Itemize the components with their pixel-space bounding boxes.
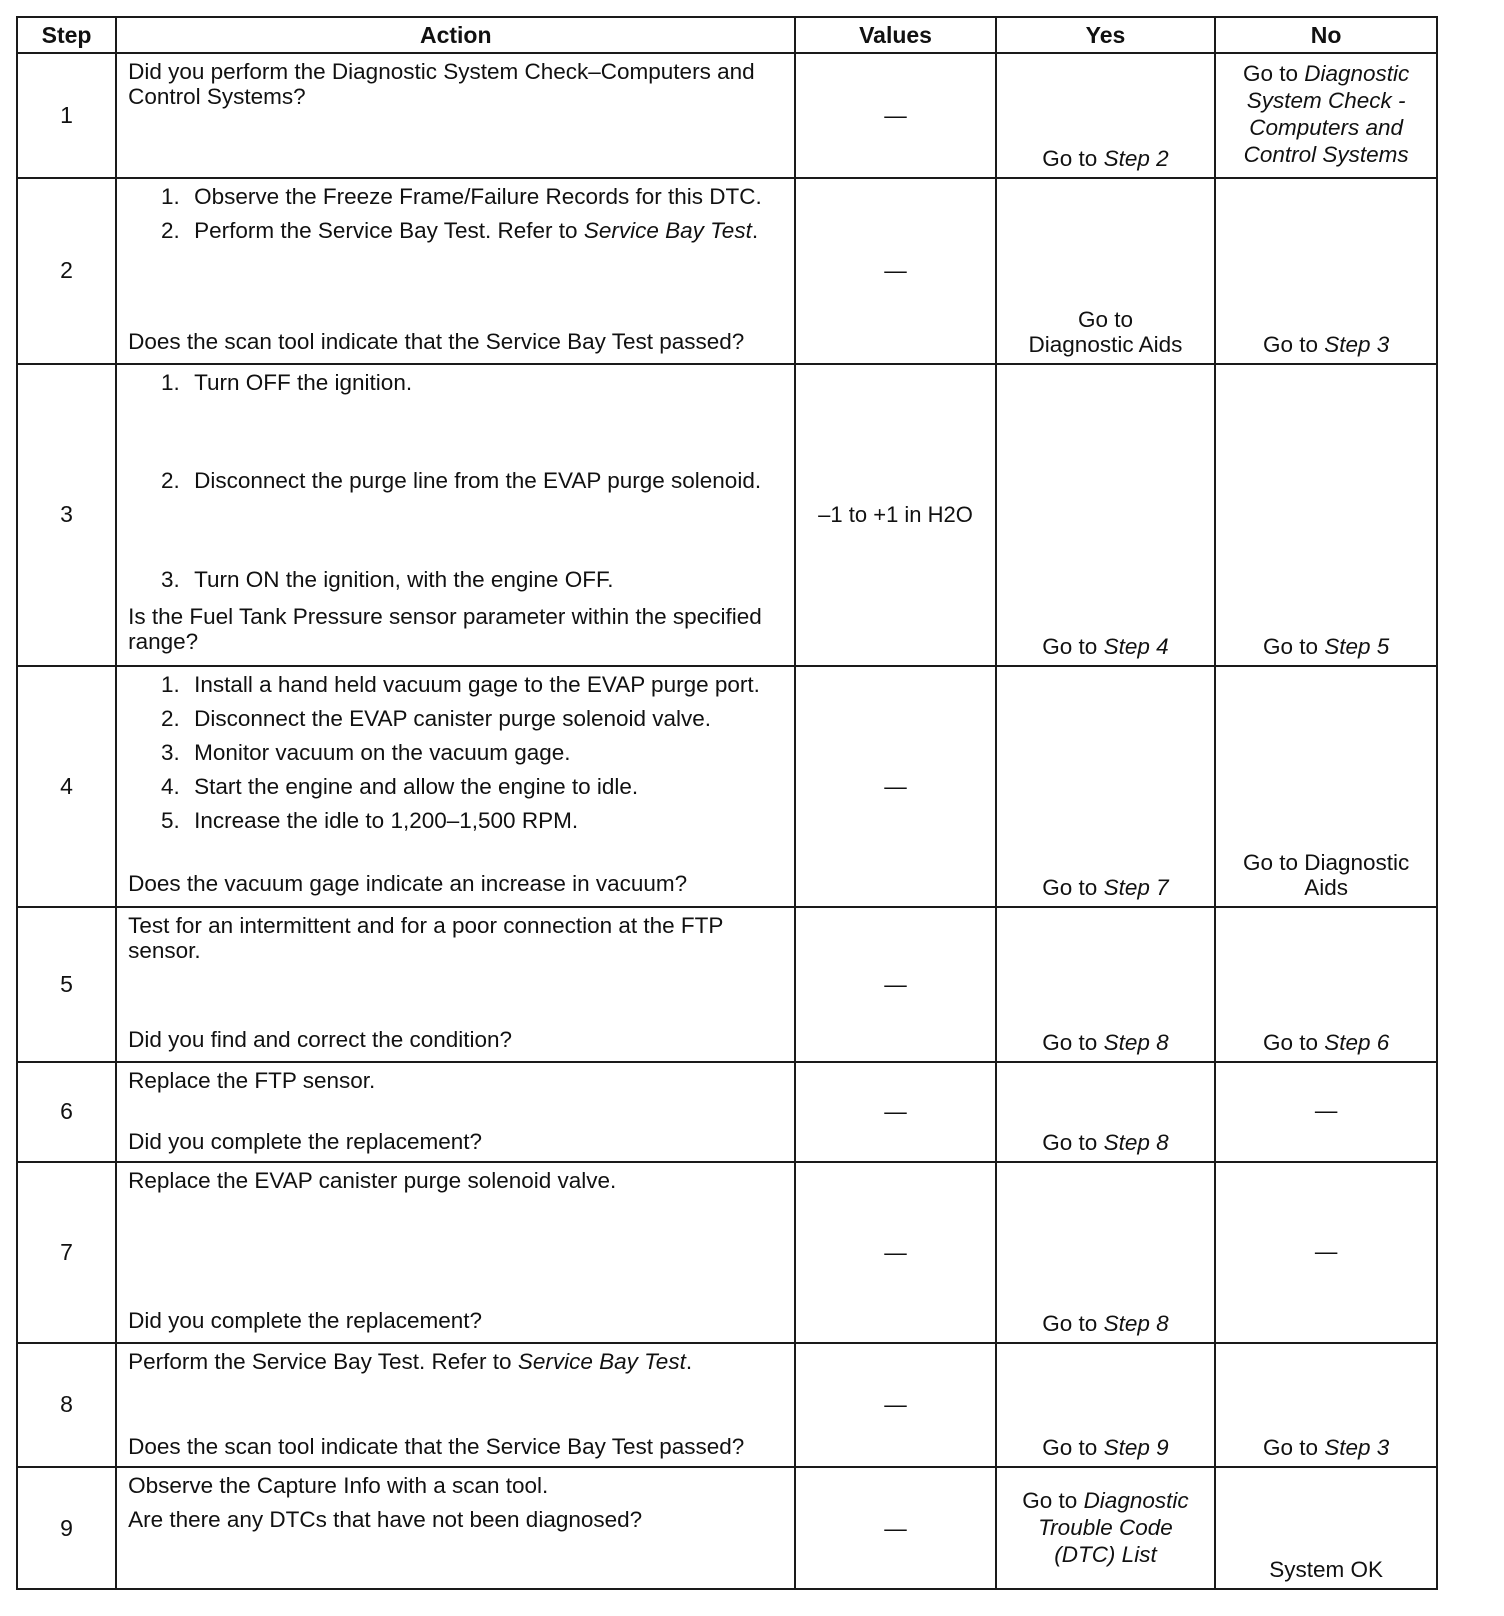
header-values: Values (795, 17, 995, 53)
yes-cell (996, 364, 1216, 666)
list-item: 1. Install a hand held vacuum gage to the EVAP purge port. (186, 672, 788, 697)
header-no: No (1215, 17, 1437, 53)
action-cell (116, 364, 795, 666)
yes-link[interactable]: Step 8 (1103, 1129, 1169, 1155)
action-instruction: Observe the Capture Info with a scan tool. (128, 1473, 549, 1499)
action-cell (116, 666, 795, 907)
yes-prefix: Go to (1022, 1487, 1084, 1513)
yes-prefix: Go to (1042, 1029, 1104, 1055)
diagnostic-table (16, 16, 1438, 1590)
instruction-suffix: . (685, 1348, 693, 1374)
list-item: 4. Start the engine and allow the engine to idle. (186, 774, 788, 799)
no-prefix: Go to (1262, 634, 1325, 660)
yes-link[interactable]: Step 2 (1103, 145, 1169, 171)
action-cell (116, 1162, 795, 1343)
list-item: 1. Observe the Freeze Frame/Failure Records for this DTC. (186, 184, 788, 209)
values-cell: –1 to +1 in H2O (795, 364, 995, 666)
step-number: 1 (17, 53, 116, 178)
header-action: Action (116, 17, 795, 53)
yes-prefix: Go to (1042, 145, 1104, 171)
no-cell: — (1215, 1062, 1437, 1162)
action-cell (116, 1343, 795, 1468)
header-yes: Yes (996, 17, 1216, 53)
list-item: 2. Disconnect the EVAP canister purge solenoid valve. (186, 706, 788, 731)
item-suffix: . (751, 217, 759, 243)
yes-cell (996, 53, 1216, 178)
no-cell (1215, 53, 1437, 178)
values-cell: — (795, 666, 995, 907)
table-row (17, 53, 1437, 178)
instruction-link[interactable]: Service Bay Test (517, 1348, 686, 1374)
step-number: 5 (17, 907, 116, 1061)
yes-cell (996, 666, 1216, 907)
item-prefix: Perform the Service Bay Test. Refer to (194, 217, 584, 243)
header-step: Step (17, 17, 116, 53)
header-row (17, 17, 1437, 53)
action-cell (116, 53, 795, 178)
action-cell (116, 178, 795, 364)
values-cell: — (795, 907, 995, 1061)
table-row (17, 1162, 1437, 1343)
values-cell: — (795, 1343, 995, 1468)
list-item (186, 218, 788, 243)
no-cell (1215, 1343, 1437, 1468)
no-cell: — (1215, 1162, 1437, 1343)
table-row (17, 907, 1437, 1061)
yes-cell[interactable]: Go to Diagnostic Aids (996, 178, 1216, 364)
action-cell (116, 1062, 795, 1162)
no-prefix: Go to (1262, 331, 1325, 357)
step-number: 3 (17, 364, 116, 666)
action-list (128, 370, 788, 596)
values-cell: — (795, 1162, 995, 1343)
action-list (128, 672, 788, 837)
action-instruction: Test for an intermittent and for a poor connection at the FTP sensor. (128, 913, 723, 964)
no-prefix: Go to (1262, 1435, 1325, 1461)
values-cell: — (795, 1467, 995, 1589)
yes-cell (996, 907, 1216, 1061)
yes-prefix: Go to (1042, 1310, 1104, 1336)
list-item: 3. Monitor vacuum on the vacuum gage. (186, 740, 788, 765)
no-cell (1215, 178, 1437, 364)
action-cell (116, 907, 795, 1061)
no-cell (1215, 907, 1437, 1061)
values-cell: — (795, 178, 995, 364)
step-number: 8 (17, 1343, 116, 1468)
action-question: Did you find and correct the condition? (128, 1027, 513, 1053)
action-cell (116, 1467, 795, 1589)
step-number: 2 (17, 178, 116, 364)
values-cell: — (795, 1062, 995, 1162)
no-cell: System OK (1215, 1467, 1437, 1589)
table-row (17, 1467, 1437, 1589)
action-question: Are there any DTCs that have not been diagnosed? (128, 1507, 643, 1533)
yes-prefix: Go to (1042, 1435, 1104, 1461)
yes-prefix: Go to (1042, 634, 1104, 660)
no-prefix: Go to (1242, 61, 1305, 86)
instruction-prefix: Perform the Service Bay Test. Refer to (128, 1348, 518, 1374)
yes-prefix: Go to (1042, 1129, 1104, 1155)
action-question: Is the Fuel Tank Pressure sensor parameter within the specified range? (128, 603, 762, 654)
yes-link[interactable]: Diagnostic Trouble Code (DTC) List (1038, 1487, 1189, 1567)
yes-cell (996, 1062, 1216, 1162)
yes-link[interactable]: Step 8 (1103, 1310, 1169, 1336)
no-prefix: Go to (1262, 1029, 1325, 1055)
no-link[interactable]: Step 3 (1324, 331, 1390, 357)
yes-cell (996, 1162, 1216, 1343)
action-instruction: Replace the FTP sensor. (128, 1067, 376, 1093)
no-link[interactable]: Step 6 (1324, 1029, 1390, 1055)
yes-link[interactable]: Step 7 (1103, 875, 1169, 901)
action-question: Does the scan tool indicate that the Service Bay Test passed? (128, 328, 745, 354)
table-row (17, 1343, 1437, 1468)
action-list (128, 184, 788, 247)
item-link[interactable]: Service Bay Test (583, 217, 752, 243)
action-question: Did you complete the replacement? (128, 1307, 483, 1333)
yes-link[interactable]: Step 9 (1103, 1435, 1169, 1461)
yes-prefix: Go to (1042, 875, 1104, 901)
yes-cell (996, 1467, 1216, 1589)
no-link[interactable]: Diagnostic System Check - Computers and Control Systems (1243, 61, 1410, 167)
table-row (17, 178, 1437, 364)
step-number: 6 (17, 1062, 116, 1162)
table-row (17, 364, 1437, 666)
list-item: 2. Disconnect the purge line from the EVAP purge solenoid. (186, 468, 788, 493)
yes-link[interactable]: Step 8 (1103, 1029, 1169, 1055)
list-item: 3. Turn ON the ignition, with the engine OFF. (186, 567, 788, 592)
no-link[interactable]: Step 3 (1324, 1435, 1390, 1461)
values-cell: — (795, 53, 995, 178)
action-instruction: Replace the EVAP canister purge solenoid valve. (128, 1167, 617, 1193)
table-row (17, 1062, 1437, 1162)
yes-link[interactable]: Step 4 (1103, 634, 1169, 660)
no-cell (1215, 364, 1437, 666)
no-link[interactable]: Step 5 (1324, 634, 1390, 660)
list-item: 1. Turn OFF the ignition. (186, 370, 788, 395)
step-number: 7 (17, 1162, 116, 1343)
action-question: Did you complete the replacement? (128, 1128, 483, 1154)
list-item: 5. Increase the idle to 1,200–1,500 RPM. (186, 808, 788, 833)
step-number: 4 (17, 666, 116, 907)
action-question: Does the vacuum gage indicate an increase in vacuum? (128, 871, 688, 897)
no-cell[interactable]: Go to Diagnostic Aids (1215, 666, 1437, 907)
yes-cell (996, 1343, 1216, 1468)
table-row (17, 666, 1437, 907)
step-number: 9 (17, 1467, 116, 1589)
action-question: Did you perform the Diagnostic System Check–Computers and Control Systems? (128, 59, 755, 109)
action-question: Does the scan tool indicate that the Service Bay Test passed? (128, 1433, 745, 1459)
action-instruction (128, 1349, 788, 1374)
